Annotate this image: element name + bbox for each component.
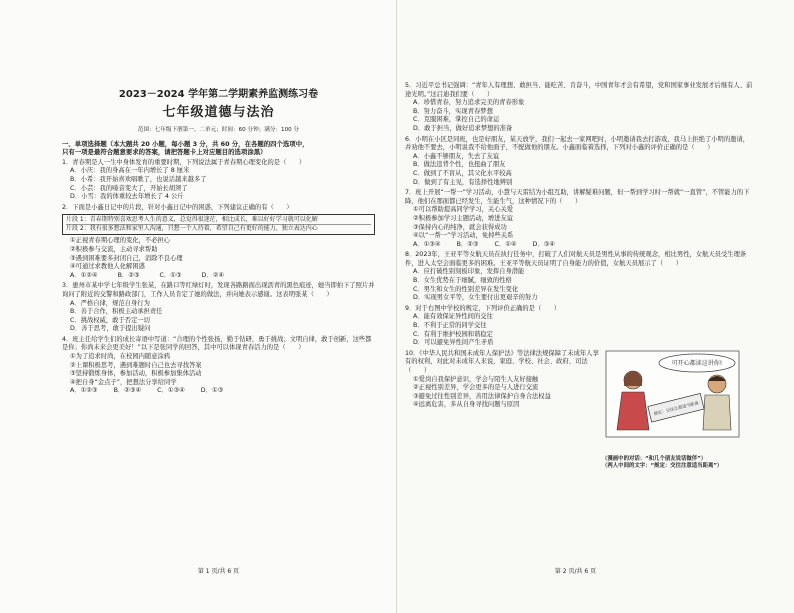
statement: ④远离危害，多从自身寻找问题与原因: [413, 401, 520, 409]
sign-text: 规定：交往注意适当距离: [653, 400, 700, 417]
question-stem: 4．班主任给学生们的成长寄语中写道：“合理的个性张扬，勤于钻研，勇于挑战；文明自律，敢于创新，这些都是你；你尚未来会更美好！”以下是张同学的回答，其中可以体现青春活力的是（ ）: [62, 335, 372, 352]
page-footer: 第 2 页/共 6 页: [554, 568, 597, 575]
answer-choice: A．①②③: [70, 387, 98, 395]
statement: ②正视性别差异，学会更多的是与人进行交流: [413, 384, 539, 392]
question-stem: 6．小明在小区是同班，也是好朋友，某天放学，我们一起去一家网吧时，小明邀请我去打游戏，我马上拒绝了小明的邀请，并劝他不要去，小明说我不给他面子，不配做他的朋友。小鑫面临着选择，下列对小鑫的评价正确的是（ ）: [405, 135, 750, 152]
statement: ④可通过求教他人化解困惑: [70, 263, 145, 271]
question-6: [405, 136, 754, 188]
question-5: [405, 82, 754, 134]
statement: ③遇到困难要多封闭自己，消除不良心理: [70, 254, 183, 262]
statement: ①爱岗自我保护意识，学会与陌生人友好接触: [413, 375, 539, 383]
question-stem: 1．青春期是人一生中身体发育的重要时期，下列说法属于青春期心理变化的是（ ）: [62, 158, 306, 166]
option: A．小鑫不够朋友，失去了友谊: [413, 152, 500, 160]
statement: ②积极参加学习主题活动，增进友谊: [413, 214, 514, 222]
answer-choice: C．①④: [494, 240, 517, 248]
option: C．有利于维护校园和谐稳定: [413, 330, 493, 338]
subject-title: 七年级道德与法治: [162, 105, 275, 120]
question-stem: 9．对于右图中学校的规定，下列评价正确的是（ ）: [405, 304, 561, 312]
statement: ①可以帮助提高同学学习，关心关爱: [413, 206, 514, 214]
option: C．克服困难，掌控自己的命运: [413, 116, 500, 124]
page-footer: 第 1 页/共 6 页: [197, 568, 240, 575]
caption-line: （漫画中的对话：“和几个朋友说话做伴”）: [602, 456, 707, 462]
option: A．应打破性别刻板印象，发挥自身潜能: [413, 268, 525, 276]
answer-choice: B．②③: [456, 240, 479, 248]
option: D．做到了有主见，有选择性地辨别: [413, 178, 513, 186]
statement: ③坚持锻炼身体，参加活动，积极参加集体活动: [70, 370, 202, 378]
comic-caption: [602, 456, 747, 470]
answer-row: [62, 387, 375, 396]
diary-fragment: 片段 1：青春期特别喜欢思考人生的意义，总觉得很迷茫，相比成长，难以好好学习就可以化解: [66, 216, 371, 225]
question-3: [62, 282, 375, 334]
option: C．男生和女生的性别差异在发生变化: [413, 285, 519, 293]
answer-row: [62, 272, 375, 281]
speech-text: 可开心都读这讲你!: [671, 360, 723, 367]
exam-title: 2023－2024 学年第二学期素养监测练习卷: [118, 89, 319, 100]
option: B．努力奋斗，实现青春梦想: [413, 107, 493, 115]
option: D．可以避免异性间产生矛盾: [413, 339, 494, 347]
answer-choice: B．②③④: [113, 387, 142, 395]
option: B．不利于正常的同学交往: [413, 322, 487, 330]
answer-row: [405, 241, 754, 250]
left-page-content: [62, 86, 375, 396]
diary-material-box: [62, 214, 375, 235]
option: B．做法违背个性，也扭曲了朋友: [413, 161, 506, 169]
option: A．小庆：我的身高在一年内增长了 8 厘米: [70, 167, 190, 175]
statement: ②积极参与交流，主动寻求帮助: [70, 245, 158, 253]
answer-choice: A．①③④: [413, 240, 441, 248]
question-stem: 5．习近平总书记强调：“青年人有理想、敢担当、能吃苦、肯奋斗，中国青年才会有希望，党和国家事业发展才后继有人、前途光明。”这启迪我们要（ ）: [405, 82, 753, 98]
question-stem: 10．《中华人民共和国未成年人保护法》等法律法规保障了未成年人享有的权利，对此对未成年人来说，家庭、学校、社会、政府、司法（ ）: [405, 349, 599, 374]
statement: ③避免过往性别差异，善用法律保护自身合法权益: [413, 392, 551, 400]
question-stem: 2．下面是小鑫日记中的片段，针对小鑫日记中的困惑，下列建议正确的有（ ）: [62, 203, 293, 211]
answer-choice: C．①③④: [157, 387, 185, 395]
option: B．女生优势在于细腻，细致的性格: [413, 277, 512, 285]
option: A．珍惜青春，努力追求完美的青春形象: [413, 99, 525, 107]
statement: ①为了追求时尚，在校园内随意涂鸦: [70, 353, 171, 361]
option: D．善于思考，敢于提出疑问: [70, 325, 151, 333]
comic-illustration: [605, 350, 740, 438]
option: A．能有效保证异性间的交往: [413, 313, 493, 321]
option: D．实现男女平等，女生要付出更艰辛的努力: [413, 294, 538, 302]
answer-choice: A．①②④: [70, 271, 98, 279]
question-4: [62, 336, 375, 396]
option: D．敢于担当，做好追求梦想的准备: [413, 124, 513, 132]
answer-choice: B．②③: [117, 271, 140, 279]
question-stem: 3．惠州市某中学七年级学生张某，在路口等红绿灯时，发现各路路面出现沥青的黑色痕迹，她当即拍下了照片并询问了附近的交警和路政部门，工作人员肯定了她的做法，并向她表示感谢。这表明张某（ ）: [62, 282, 375, 298]
answer-choice: D．②④: [201, 271, 224, 279]
option: D．小雪：我的体重较去年增长了 4 公斤: [70, 193, 184, 201]
exam-meta: 范围：七年级下册第一、二单元；时间：60 分钟；满分：100 分: [137, 127, 300, 133]
answer-choice: D．③④: [532, 240, 555, 248]
question-7: [405, 189, 754, 249]
right-page: [397, 0, 794, 613]
diary-fragment: 片段 2：我有很多想法和家里人沟通，只想一个人待着，希望自己有更好的能力，独立表达内心: [66, 225, 318, 233]
option: B．善于合作，积极主动承担责任: [70, 308, 163, 316]
question-8: [405, 251, 754, 303]
statement: ①正视青春期心理的变化，不必担心: [70, 237, 171, 245]
statement: ③保持内心的纯净，就会获得成功: [413, 223, 507, 231]
caption-line: （两人中间的文字：“规定：交往注意适当距离”）: [602, 463, 723, 469]
section-note: 只有一项是最符合题意要求的答案，请把答题卡上对应题目的选项涂黑）: [62, 148, 267, 157]
section-heading: 一、单项选择题（本大题共 20 小题，每小题 3 分，共 60 分，在各题的四个选项中，: [62, 139, 309, 148]
option: B．小希：我开始喜欢唱歌了，也说话越来越多了: [70, 175, 207, 183]
question-9: [405, 305, 605, 348]
option: C．小芸：我的嗓音变大了，开始长胡须了: [70, 184, 188, 192]
question-stem: 8．2023年，王亚平等女航天员在执行任务中，打破了人们对航天员是男性从事的传统观念，相比男性，女航天员受生理条件，进入太空会面临更多的困难。王亚平等航天员证明了自身能力的价值，女航天员展示了（ ）: [405, 251, 747, 267]
answer-choice: C．①③: [159, 271, 182, 279]
question-1: [62, 159, 375, 202]
statement: ④以“一帮一”学习活动，免掉些关系: [413, 232, 514, 240]
answer-choice: D．①③: [200, 387, 224, 395]
option: A．严格自律，规范自身行为: [70, 299, 150, 307]
question-2: [62, 204, 375, 281]
option: C．做到了不盲从，其父化水平较高: [413, 169, 512, 177]
option: C．挑战权威，敢于否定一切: [70, 316, 150, 324]
statement: ②上课积极思考，遇到难题时自己也去寻找答案: [70, 361, 202, 369]
question-stem: 7．班上开展“一帮一”学习活动，小慧与天雷结为小组互助，讲解疑难问题，但一帮到学习时一帮就“一直管”，不管能力的下降，他们在那面都已经发生，生能生气，这种情况下的（ ）: [405, 189, 750, 205]
statement: ④把自身“金点子”，把想法分享给同学: [70, 378, 177, 386]
